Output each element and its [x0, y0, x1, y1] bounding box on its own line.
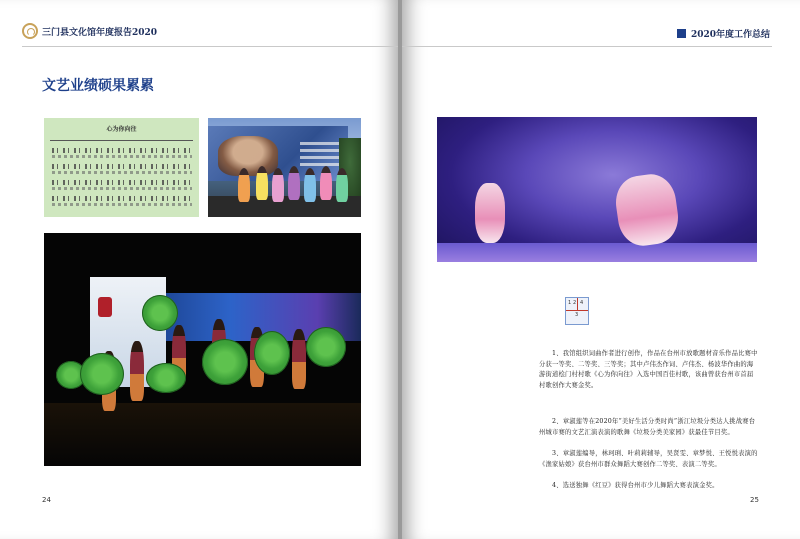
- song-score-image: [44, 118, 199, 217]
- dancer-left: [475, 183, 505, 243]
- right-page-number: 25: [750, 496, 759, 504]
- score-notes: [52, 180, 192, 185]
- right-header-rule: [402, 46, 772, 47]
- dancer: [336, 168, 348, 202]
- performer: [292, 329, 306, 389]
- score-notes: [52, 164, 192, 169]
- right-header-title: 2020年度工作总结: [690, 30, 770, 40]
- diagram-number: 3: [575, 312, 579, 318]
- performer: [130, 341, 144, 401]
- section-title: 文艺业绩硕果累累: [42, 78, 154, 94]
- achievement-paragraph-3: 3、章淑莲编导，林珂琍、叶莉莉辅导，吴贤雯、章梦悦、王悦悦表演的《渔家姑娘》获台州市群众舞蹈大赛创作二等奖、表演二等奖。: [539, 450, 758, 468]
- photo-layout-diagram: [565, 297, 589, 325]
- score-lyrics: [52, 171, 192, 174]
- green-fan: [146, 363, 186, 393]
- solo-dance-photo: [437, 117, 757, 262]
- score-lyrics: [52, 187, 192, 190]
- score-lyrics: [52, 203, 192, 206]
- header-square-icon: [677, 29, 686, 38]
- dancer-right: [612, 171, 681, 249]
- outdoor-performance-photo: [208, 118, 361, 217]
- diagram-divider: [577, 298, 578, 310]
- score-notes: [52, 148, 192, 153]
- diagram-number: 2: [573, 300, 577, 306]
- led-screen-text: [300, 140, 340, 166]
- dancer: [288, 166, 300, 200]
- right-header: [677, 27, 770, 40]
- green-fan: [142, 295, 178, 331]
- green-fan: [254, 331, 290, 375]
- diagram-number: 4: [580, 300, 584, 306]
- led-screen-face: [218, 136, 278, 176]
- achievement-paragraph-1: 1、我馆组织词曲作者进行创作，作品在台州市放歌题材音乐作品比赛中分获一等奖、二等奖、三等奖；其中卢伟杰作词、卢伟杰、杨波华作曲的海游街道桧门村村歌《心为你向往》入选中国百佳村歌，该曲曾获台州市首届村歌创作大赛金奖。: [539, 350, 758, 389]
- dancer: [304, 168, 316, 202]
- dancer: [256, 166, 268, 200]
- achievement-paragraph-4: 4、选送独舞《红豆》获得台州市少儿舞蹈大赛表演金奖。: [552, 482, 719, 489]
- left-header-title: 三门县文化馆年度报告2020: [42, 27, 158, 38]
- dancer: [320, 166, 332, 200]
- dancer: [238, 168, 250, 202]
- score-title: 心为你向往: [106, 126, 137, 133]
- score-staff: [50, 140, 193, 144]
- diagram-number: 1: [568, 300, 572, 306]
- score-notes: [52, 196, 192, 201]
- left-header-rule: [22, 46, 398, 47]
- stage-floor: [437, 243, 757, 262]
- green-fan: [80, 353, 124, 395]
- stage-fan-dance-photo: [44, 233, 361, 466]
- left-header: [22, 22, 157, 40]
- left-page-number: 24: [42, 496, 51, 504]
- green-fan: [202, 339, 248, 385]
- stage-floor: [44, 403, 361, 466]
- banner-logo-mark: [98, 297, 112, 317]
- diagram-divider: [566, 310, 588, 311]
- achievement-paragraph-2: 2、章淑莲等在2020年“美好生活分类时尚”浙江垃圾分类达人挑战赛台州城市赛的文艺汇演表演的歌舞《垃圾分类美家园》获最佳节目奖。: [539, 418, 756, 436]
- dancer: [272, 168, 284, 202]
- green-fan: [306, 327, 346, 367]
- culture-center-logo-icon: [22, 23, 38, 39]
- score-lyrics: [52, 155, 192, 158]
